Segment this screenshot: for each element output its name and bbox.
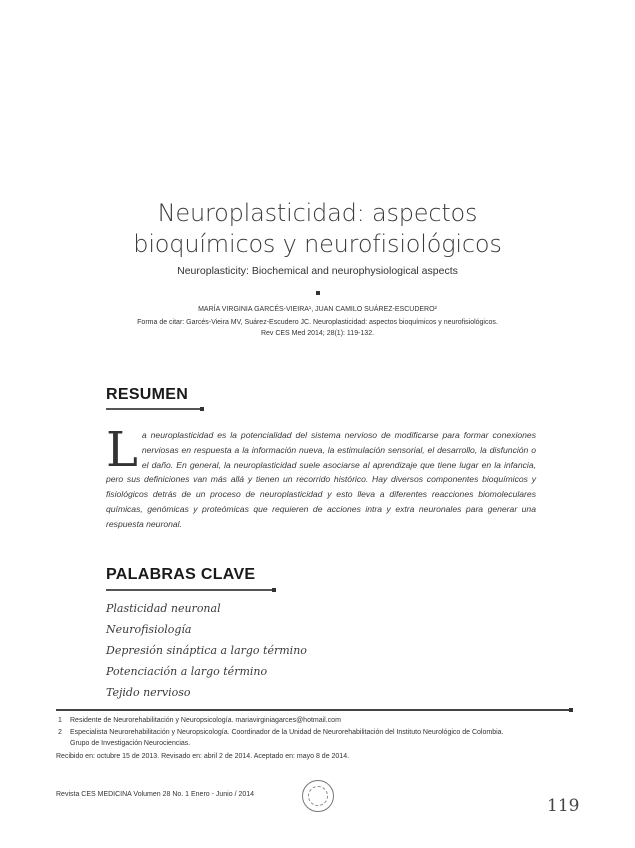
footnote-1-text: Residente de Neurorehabilitación y Neuropsicología. mariavirginiagarces@hotmail.com [70, 717, 341, 724]
page-number: 119 [547, 796, 580, 816]
keyword-item: Potenciación a largo término [106, 665, 268, 678]
received-dates: Recibido en: octubre 15 de 2013. Revisado en: abril 2 de 2014. Aceptado en: mayo 8 de 2014. [56, 753, 350, 760]
palabras-clave-rule [106, 589, 274, 591]
keyword-item: Tejido nervioso [106, 686, 191, 699]
resumen-rule-dot [200, 407, 204, 411]
article-subtitle: Neuroplasticity: Biochemical and neurophysiological aspects [177, 265, 458, 277]
dropcap: L [106, 422, 138, 478]
palabras-clave-heading: PALABRAS CLAVE [106, 566, 256, 583]
authors: MARÍA VIRGINIA GARCÉS-VIEIRA¹, JUAN CAMILO SUÁREZ-ESCUDERO² [198, 306, 437, 313]
citation-line-2: Rev CES Med 2014; 28(1): 119-132. [260, 330, 375, 337]
footnote-2-number: 2 [58, 729, 62, 736]
citation-line-1: Forma de citar: Garcés-Vieira MV, Suárez-Escudero JC. Neuroplasticidad: aspectos bioquímicos y neurofisiológicos. [137, 319, 498, 326]
journal-footer: Revista CES MEDICINA Volumen 28 No. 1 Enero - Junio / 2014 [56, 791, 255, 798]
article-title-line-1: Neuroplasticidad: aspectos [157, 199, 478, 227]
footnote-1-number: 1 [58, 717, 62, 724]
resumen-heading: RESUMEN [106, 386, 189, 403]
palabras-clave-rule-dot [272, 588, 276, 592]
footnote-rule-dot [569, 708, 573, 712]
resumen-body [106, 422, 536, 532]
article-title-line-2: bioquímicos y neurofisiológicos [133, 230, 502, 258]
university-seal-icon [302, 780, 334, 812]
keyword-item: Depresión sináptica a largo término [106, 644, 307, 657]
footnote-rule [56, 709, 571, 711]
resumen-rule [106, 408, 202, 410]
keyword-item: Plasticidad neuronal [106, 602, 221, 615]
resumen-text: a neuroplasticidad es la potencialidad del sistema nervioso de modificarse para formar conexiones nerviosas en respuesta a la información nueva, la estimulación sensorial, el desarrollo, la disfunción o el daño. En general, la neuroplasticidad suele asociarse al aprendizaje que tiene lugar en la infancia, pero sus definiciones van más allá y tienen un recorrido histórico. Hay diversos componentes bioquímicos y fisiológicos detrás de un proceso de neuroplasticidad y esto lleva a diferentes reacciones biomoleculares químicas, genómicas y proteómicas que requieren de acciones intra y extra neuronales para generar una respuesta neuronal. [106, 430, 536, 529]
separator-bullet [316, 291, 320, 295]
footnote-2-text-line-1: Especialista Neurorehabilitación y Neuropsicología. Coordinador de la Unidad de Neurorehabilitación del Instituto Neurológico de Colombia. [70, 729, 504, 736]
keyword-item: Neurofisiología [106, 623, 192, 636]
footnote-2-text-line-2: Grupo de Investigación Neurociencias. [70, 740, 191, 747]
